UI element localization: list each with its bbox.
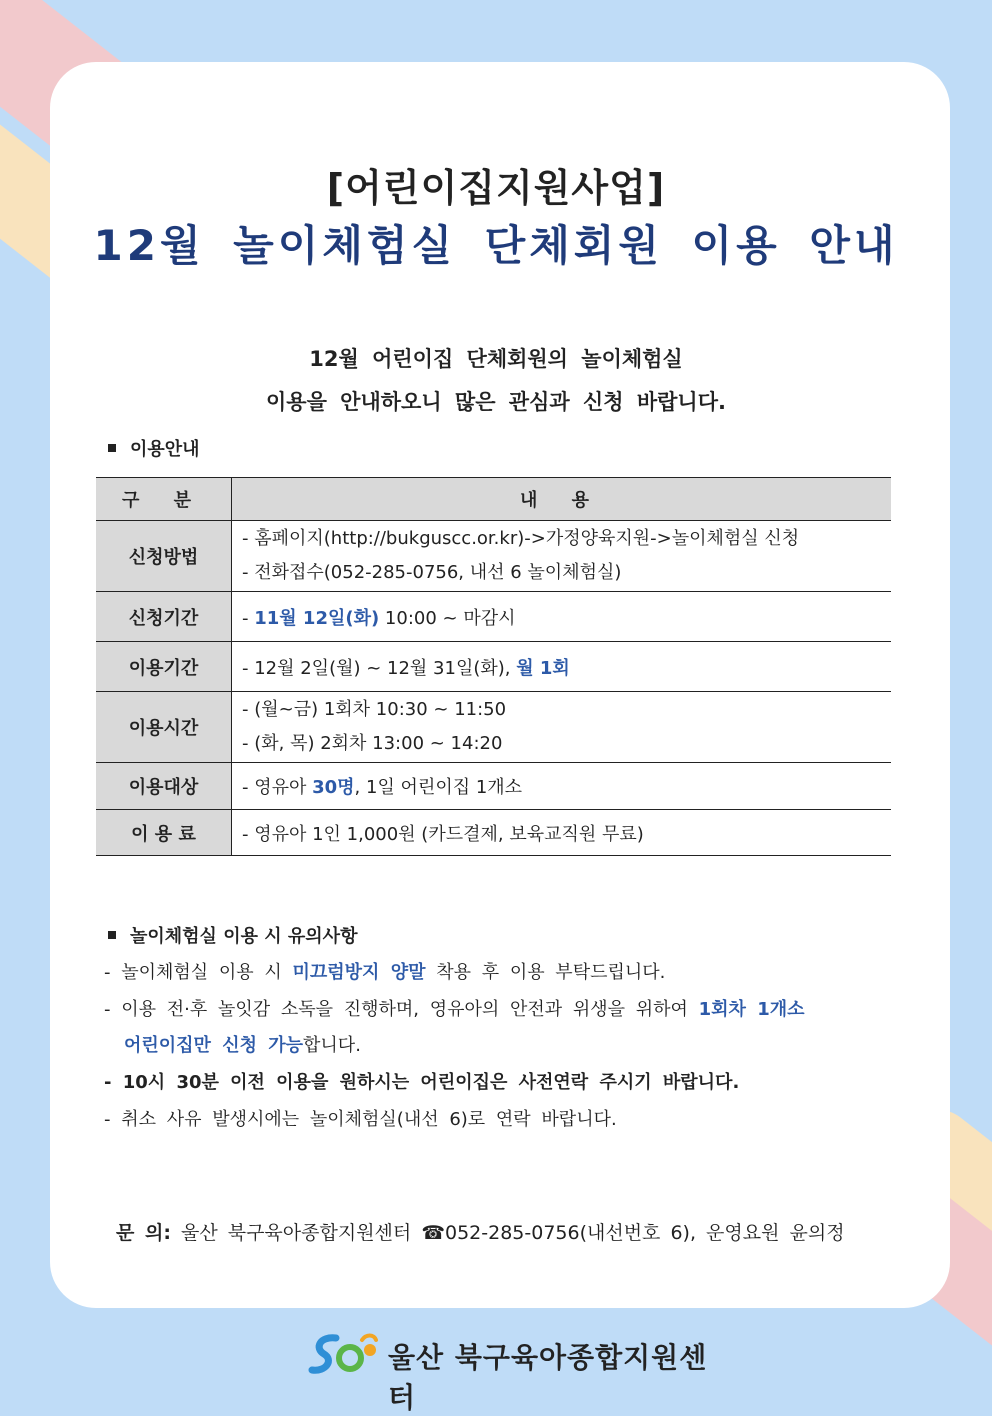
table-row [96, 521, 891, 592]
row-content [232, 763, 892, 810]
text: , 1일 어린이집 1개소 [354, 777, 523, 798]
table-header-row [96, 478, 891, 521]
note-2 [104, 995, 805, 1021]
phone-icon: ☎ [421, 1222, 445, 1244]
contact-label: 문 의: [116, 1222, 171, 1244]
section-notes-label: 놀이체험실 이용 시 유의사항 [130, 926, 358, 947]
section-usage-label: 이용안내 [130, 439, 200, 460]
method-line-2: - 전화접수(052-285-0756, 내선 6 놀이체험실) [242, 562, 622, 583]
contact-info [116, 1218, 845, 1245]
intro-line-1: 12월 어린이집 단체회원의 놀이체험실 [309, 347, 683, 371]
header-content: 내 용 [232, 478, 892, 521]
time-line-2: - (화, 목) 2회차 13:00 ~ 14:20 [242, 733, 503, 754]
table-row [96, 810, 891, 856]
row-label: 이용기간 [96, 642, 232, 692]
highlight-text: 미끄럼방지 양말 [292, 962, 426, 983]
highlight-text: 1회차 1개소 [698, 999, 805, 1020]
note-4: - 취소 사유 발생시에는 놀이체험실(내선 6)로 연락 바랍니다. [104, 1109, 617, 1130]
table-row [96, 763, 891, 810]
logo-icon [306, 1330, 382, 1378]
page-title: [어린이집지원사업] [326, 166, 666, 210]
text: 착용 후 이용 부탁드립니다. [425, 962, 666, 983]
footer [306, 1330, 726, 1414]
bullet-square-icon [108, 444, 116, 452]
row-content [232, 642, 892, 692]
note-3: - 10시 30분 이전 이용을 원하시는 어린이집은 사전연락 주시기 바랍니다. [104, 1072, 740, 1093]
row-label: 이 용 료 [96, 810, 232, 856]
method-line-1: - 홈페이지(http://bukguscc.or.kr)->가정양육지원->놀이체험실 신청 [242, 528, 800, 549]
highlight-text: 11월 12일(화) [254, 607, 380, 629]
row-label: 이용대상 [96, 763, 232, 810]
row-label: 신청기간 [96, 592, 232, 642]
row-content [232, 592, 892, 642]
highlight-text: 어린이집만 신청 가능 [124, 1035, 304, 1056]
usage-table [96, 477, 891, 856]
text: - 12월 2일(월) ~ 12월 31일(화), [242, 657, 517, 679]
section-notes-heading [108, 922, 357, 948]
time-line-1: - (월~금) 1회차 10:30 ~ 11:50 [242, 699, 507, 720]
header-category: 구 분 [96, 478, 232, 521]
table-row [96, 642, 891, 692]
footer-org-name: 울산 북구육아종합지원센터 [388, 1341, 708, 1414]
note-1 [104, 958, 665, 984]
highlight-text: 30명 [312, 777, 355, 798]
text: - 영유아 [242, 777, 313, 798]
row-content [232, 692, 892, 763]
row-content [232, 521, 892, 592]
row-label: 신청방법 [96, 521, 232, 592]
text: - 놀이체험실 이용 시 [104, 962, 293, 983]
highlight-text: 월 1회 [516, 657, 570, 679]
row-label: 이용시간 [96, 692, 232, 763]
page-subtitle: 12월 놀이체험실 단체회원 이용 안내 [93, 221, 899, 270]
table-row [96, 592, 891, 642]
note-2-continued [124, 1031, 361, 1057]
section-usage-heading [108, 435, 200, 461]
table-row [96, 692, 891, 763]
text: 10:00 ~ 마감시 [379, 607, 516, 629]
intro-line-2: 이용을 안내하오니 많은 관심과 신청 바랍니다. [266, 390, 726, 414]
text: 합니다. [303, 1035, 361, 1056]
text: - 이용 전·후 놀잇감 소독을 진행하며, 영유아의 안전과 위생을 위하여 [104, 999, 699, 1020]
contact-phone: 052-285-0756(내선번호 6), 운영요원 윤의정 [444, 1222, 845, 1244]
contact-org: 울산 북구육아종합지원센터 [180, 1222, 412, 1244]
row-content: - 영유아 1인 1,000원 (카드결제, 보육교직원 무료) [232, 810, 892, 856]
bullet-square-icon [108, 931, 116, 939]
text: - [242, 607, 255, 629]
